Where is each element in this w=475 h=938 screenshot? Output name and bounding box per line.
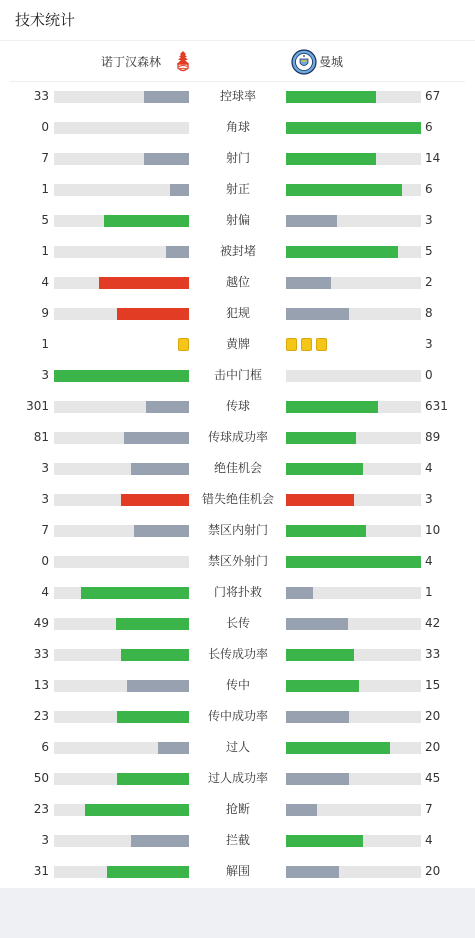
away-value: 42: [425, 616, 441, 630]
stat-label: 射偏: [225, 213, 250, 227]
home-bar-track: [54, 401, 189, 413]
away-value: 4: [425, 833, 433, 847]
stat-row: [0, 81, 475, 112]
home-value: 7: [41, 151, 49, 165]
away-value: 10: [425, 523, 441, 537]
home-bar-fill: [104, 215, 189, 227]
home-value: 23: [33, 709, 49, 723]
home-bar-fill: [170, 184, 189, 196]
home-bar-track: [54, 494, 189, 506]
stat-row: [0, 205, 475, 236]
stat-label: 过人成功率: [207, 771, 268, 785]
title-divider: [0, 40, 475, 41]
away-value: 4: [425, 461, 433, 475]
home-bar-track: [54, 804, 189, 816]
stat-row: [0, 701, 475, 732]
away-value: 20: [425, 864, 441, 878]
stat-label: 错失绝佳机会: [201, 492, 274, 506]
away-bar-track: [286, 835, 421, 847]
away-value: 14: [425, 151, 441, 165]
stat-label: 角球: [225, 120, 250, 134]
away-value: 3: [425, 213, 433, 227]
home-value: 1: [41, 182, 49, 196]
home-bar-track: [54, 91, 189, 103]
home-bar-fill: [54, 370, 189, 382]
away-bar-fill: [286, 122, 421, 134]
stat-label: 长传成功率: [207, 647, 268, 661]
stat-row: [0, 453, 475, 484]
home-bar-fill: [116, 618, 189, 630]
stat-row: [0, 484, 475, 515]
home-bar-track: [54, 680, 189, 692]
away-bar-track: [286, 773, 421, 785]
away-value: 1: [425, 585, 433, 599]
stat-row: [0, 732, 475, 763]
away-value: 3: [425, 337, 433, 351]
away-bar-track: [286, 587, 421, 599]
home-bar-fill: [107, 866, 189, 878]
stat-row: [0, 577, 475, 608]
stat-row: [0, 329, 475, 360]
stat-label: 长传: [225, 616, 250, 630]
stat-row: [0, 546, 475, 577]
stat-row: [0, 608, 475, 639]
home-bar-track: [54, 711, 189, 723]
stat-label: 控球率: [219, 89, 256, 103]
home-value: 49: [33, 616, 49, 630]
home-bar-fill: [158, 742, 189, 754]
stat-row: [0, 360, 475, 391]
away-bar-track: [286, 649, 421, 661]
home-bar-track: [54, 618, 189, 630]
yellow-card-icon: [286, 338, 297, 351]
away-bar-fill: [286, 711, 349, 723]
stat-row: [0, 267, 475, 298]
away-team[interactable]: [291, 48, 343, 76]
away-bar-fill: [286, 277, 331, 289]
away-bar-track: [286, 866, 421, 878]
home-value: 23: [33, 802, 49, 816]
stat-row: [0, 143, 475, 174]
stat-label: 过人: [225, 740, 250, 754]
away-value: 33: [425, 647, 441, 661]
home-value: 0: [41, 120, 49, 134]
away-bar-fill: [286, 153, 376, 165]
away-value: 2: [425, 275, 433, 289]
home-value: 7: [41, 523, 49, 537]
home-bar-track: [54, 122, 189, 134]
home-team[interactable]: [101, 48, 196, 76]
home-bar-track: [54, 525, 189, 537]
home-bar-fill: [144, 153, 189, 165]
away-bar-track: [286, 246, 421, 258]
home-bar-track: [54, 308, 189, 320]
home-value: 3: [41, 492, 49, 506]
stat-label: 传球: [225, 399, 250, 413]
stat-row: [0, 670, 475, 701]
away-bar-fill: [286, 463, 363, 475]
away-bar-track: [286, 680, 421, 692]
home-bar-fill: [81, 587, 189, 599]
nottingham-forest-crest-icon: [170, 49, 196, 75]
stat-row: [0, 763, 475, 794]
stat-row: [0, 825, 475, 856]
stat-label: 禁区外射门: [207, 554, 268, 568]
home-value: 50: [33, 771, 49, 785]
away-bar-track: [286, 556, 421, 568]
away-bar-fill: [286, 618, 348, 630]
stat-row: [0, 391, 475, 422]
away-bar-track: [286, 122, 421, 134]
home-bar-track: [54, 773, 189, 785]
away-bar-track: [286, 153, 421, 165]
home-bar-fill: [127, 680, 189, 692]
away-bar-fill: [286, 866, 339, 878]
home-bar-fill: [134, 525, 189, 537]
home-value: 3: [41, 368, 49, 382]
home-bar-track: [54, 835, 189, 847]
home-value: 31: [33, 864, 49, 878]
stat-row: [0, 236, 475, 267]
away-value: 631: [425, 399, 448, 413]
home-bar-track: [54, 153, 189, 165]
away-bar-track: [286, 525, 421, 537]
stat-label: 被封堵: [219, 244, 256, 258]
away-bar-track: [286, 308, 421, 320]
home-team-name: 诺丁汉森林: [101, 55, 162, 69]
stat-label: 传中: [225, 678, 250, 692]
away-bar-track: [286, 618, 421, 630]
away-bar-fill: [286, 587, 313, 599]
away-bar-track: [286, 463, 421, 475]
stat-label: 门将扑救: [213, 585, 262, 599]
stat-row: [0, 856, 475, 887]
home-bar-fill: [131, 835, 189, 847]
home-bar-fill: [131, 463, 189, 475]
away-value: 6: [425, 182, 433, 196]
stat-row: [0, 515, 475, 546]
away-bar-fill: [286, 649, 354, 661]
home-value: 33: [33, 89, 49, 103]
away-value: 15: [425, 678, 441, 692]
stats-list: [0, 81, 475, 887]
away-bar-track: [286, 401, 421, 413]
yellow-card-icon: [178, 338, 189, 351]
away-bar-track: [286, 184, 421, 196]
stat-label: 传中成功率: [207, 709, 268, 723]
stat-label: 禁区内射门: [207, 523, 268, 537]
away-value: 20: [425, 709, 441, 723]
home-bar-track: [54, 649, 189, 661]
away-value: 3: [425, 492, 433, 506]
stat-label: 击中门框: [213, 368, 262, 382]
home-bar-track: [54, 866, 189, 878]
home-value: 4: [41, 275, 49, 289]
away-bar-fill: [286, 432, 356, 444]
home-bar-fill: [117, 773, 189, 785]
home-bar-fill: [117, 711, 189, 723]
home-bar-track: [54, 370, 189, 382]
stat-row: [0, 794, 475, 825]
home-bar-fill: [117, 308, 189, 320]
stat-label: 越位: [225, 275, 250, 289]
home-bar-track: [54, 556, 189, 568]
stat-row: [0, 174, 475, 205]
stat-row: [0, 112, 475, 143]
away-bar-track: [286, 215, 421, 227]
home-value: 13: [33, 678, 49, 692]
away-bar-fill: [286, 680, 359, 692]
away-bar-fill: [286, 804, 317, 816]
home-value: 6: [41, 740, 49, 754]
stat-row: [0, 422, 475, 453]
home-value: 9: [41, 306, 49, 320]
stat-label: 射正: [225, 182, 250, 196]
home-value: 0: [41, 554, 49, 568]
home-value: 301: [26, 399, 49, 413]
away-value: 4: [425, 554, 433, 568]
home-yellow-cards: [174, 338, 189, 351]
away-bar-fill: [286, 184, 402, 196]
home-bar-fill: [124, 432, 189, 444]
home-bar-track: [54, 215, 189, 227]
home-bar-fill: [99, 277, 189, 289]
home-value: 1: [41, 337, 49, 351]
away-bar-fill: [286, 742, 390, 754]
away-bar-track: [286, 494, 421, 506]
stat-label: 抢断: [225, 802, 250, 816]
away-yellow-cards: [286, 338, 331, 351]
home-value: 33: [33, 647, 49, 661]
home-bar-track: [54, 587, 189, 599]
stat-label: 射门: [225, 151, 250, 165]
away-bar-track: [286, 742, 421, 754]
home-bar-track: [54, 432, 189, 444]
away-value: 45: [425, 771, 441, 785]
stat-label: 黄牌: [225, 337, 250, 351]
away-bar-track: [286, 432, 421, 444]
home-bar-fill: [121, 649, 189, 661]
away-bar-fill: [286, 773, 349, 785]
home-bar-track: [54, 246, 189, 258]
away-bar-fill: [286, 556, 421, 568]
home-bar-fill: [166, 246, 189, 258]
stat-label: 犯规: [225, 306, 250, 320]
away-value: 0: [425, 368, 433, 382]
yellow-card-icon: [316, 338, 327, 351]
stat-label: 传球成功率: [207, 430, 268, 444]
home-bar-track: [54, 184, 189, 196]
home-value: 1: [41, 244, 49, 258]
home-bar-fill: [146, 401, 189, 413]
away-value: 89: [425, 430, 441, 444]
away-bar-track: [286, 91, 421, 103]
away-bar-fill: [286, 494, 354, 506]
away-bar-track: [286, 277, 421, 289]
away-value: 8: [425, 306, 433, 320]
stat-label: 绝佳机会: [213, 461, 262, 475]
away-bar-fill: [286, 246, 398, 258]
home-bar-fill: [144, 91, 189, 103]
stat-label: 解围: [225, 864, 250, 878]
home-value: 3: [41, 461, 49, 475]
away-team-name: 曼城: [319, 55, 344, 69]
away-bar-track: [286, 804, 421, 816]
manchester-city-crest-icon: [291, 49, 317, 75]
away-bar-fill: [286, 835, 363, 847]
away-bar-track: [286, 711, 421, 723]
away-value: 7: [425, 802, 433, 816]
away-value: 20: [425, 740, 441, 754]
home-value: 4: [41, 585, 49, 599]
stat-label: 拦截: [225, 833, 250, 847]
away-value: 5: [425, 244, 433, 258]
yellow-card-icon: [301, 338, 312, 351]
away-bar-fill: [286, 91, 376, 103]
away-value: 67: [425, 89, 441, 103]
away-value: 6: [425, 120, 433, 134]
away-bar-fill: [286, 215, 337, 227]
stat-row: [0, 298, 475, 329]
home-bar-fill: [85, 804, 189, 816]
home-bar-track: [54, 463, 189, 475]
home-bar-track: [54, 277, 189, 289]
away-bar-fill: [286, 308, 349, 320]
stat-row: [0, 639, 475, 670]
away-bar-fill: [286, 401, 378, 413]
home-bar-fill: [121, 494, 189, 506]
away-bar-track: [286, 370, 421, 382]
home-value: 3: [41, 833, 49, 847]
home-value: 81: [33, 430, 49, 444]
home-bar-track: [54, 742, 189, 754]
home-value: 5: [41, 213, 49, 227]
section-title: 技术统计: [15, 11, 76, 29]
away-bar-fill: [286, 525, 366, 537]
